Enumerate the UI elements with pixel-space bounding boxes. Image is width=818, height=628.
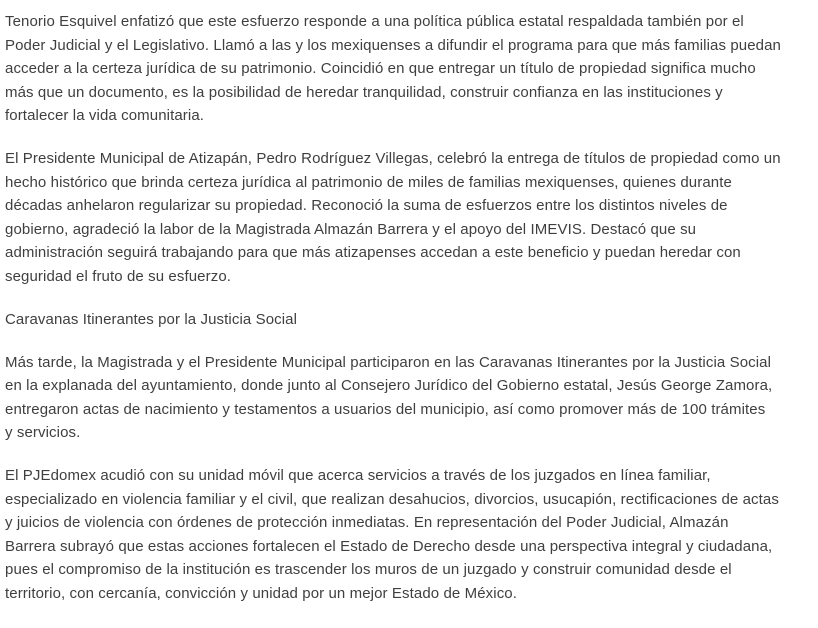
text-line: Tenorio Esquivel enfatizó que este esfuerzo responde a una política pública estatal respaldada también por el (5, 13, 744, 30)
text-line: en la explanada del ayuntamiento, donde junto al Consejero Jurídico del Gobierno estatal, Jesús George Zamora, (5, 377, 773, 394)
paragraph-pjedomex (5, 464, 813, 605)
text-line: más que un documento, es la posibilidad de heredar tranquilidad, construir confianza en las instituciones y (5, 83, 723, 101)
paragraph-presidente-municipal (5, 147, 813, 288)
text-line: Barrera subrayó que estas acciones fortalecen el Estado de Derecho desde una perspectiva integral y ciudadana, (5, 537, 773, 555)
text-line: y juicios de violencia con órdenes de protección inmediatas. En representación del Poder Judicial, Almazán (5, 514, 729, 531)
text-line: Poder Judicial y el Legislativo. Llamó a las y los mexiquenses a difundir el programa para que más familias puedan (5, 36, 781, 54)
text-line: décadas anhelaron regularizar su propiedad. Reconoció la suma de esfuerzos entre los distintos niveles de (5, 197, 728, 214)
text-line: entregaron actas de nacimiento y testamentos a usuarios del municipio, así como promover más de 100 trámites (5, 400, 766, 418)
text-line: administración seguirá trabajando para que más atizapenses accedan a este beneficio y puedan heredar con (5, 244, 741, 261)
text-line: especializado en violencia familiar y el civil, que realizan desahucios, divorcios, usucapión, rectificaciones de actas (5, 490, 779, 508)
subheading-caravanas (5, 308, 813, 332)
text-line: El PJEdomex acudió con su unidad móvil que acerca servicios a través de los juzgados en línea familiar, (5, 467, 711, 484)
paragraph-caravanas-evento (5, 351, 813, 445)
text-line: seguridad el fruto de su esfuerzo. (5, 267, 232, 285)
text-line: hecho histórico que brinda certeza jurídica al patrimonio de miles de familias mexiquenses, quienes durante (5, 173, 732, 191)
text-line: gobierno, agradeció la labor de la Magistrada Almazán Barrera y el apoyo del IMEVIS. Destacó que su (5, 220, 697, 238)
text-line: El Presidente Municipal de Atizapán, Pedro Rodríguez Villegas, celebró la entrega de títulos de propiedad como un (5, 150, 781, 167)
text-line: y servicios. (5, 424, 81, 441)
text-line: acceder a la certeza jurídica de su patrimonio. Coincidió en que entregar un título de propiedad significa mucho (5, 60, 756, 77)
text-line: Más tarde, la Magistrada y el Presidente Municipal participaron en las Caravanas Itinerantes por la Justicia Social (5, 353, 772, 371)
subheading-text-line: Caravanas Itinerantes por la Justicia Social (5, 310, 298, 328)
text-line: territorio, con cercanía, convicción y unidad por un mejor Estado de México. (5, 584, 518, 602)
text-line: pues el compromiso de la institución es trascender los muros de un juzgado y construir comunidad desde el (5, 561, 732, 578)
paragraph-tenorio-esquivel (5, 10, 813, 128)
text-line: fortalecer la vida comunitaria. (5, 107, 205, 124)
